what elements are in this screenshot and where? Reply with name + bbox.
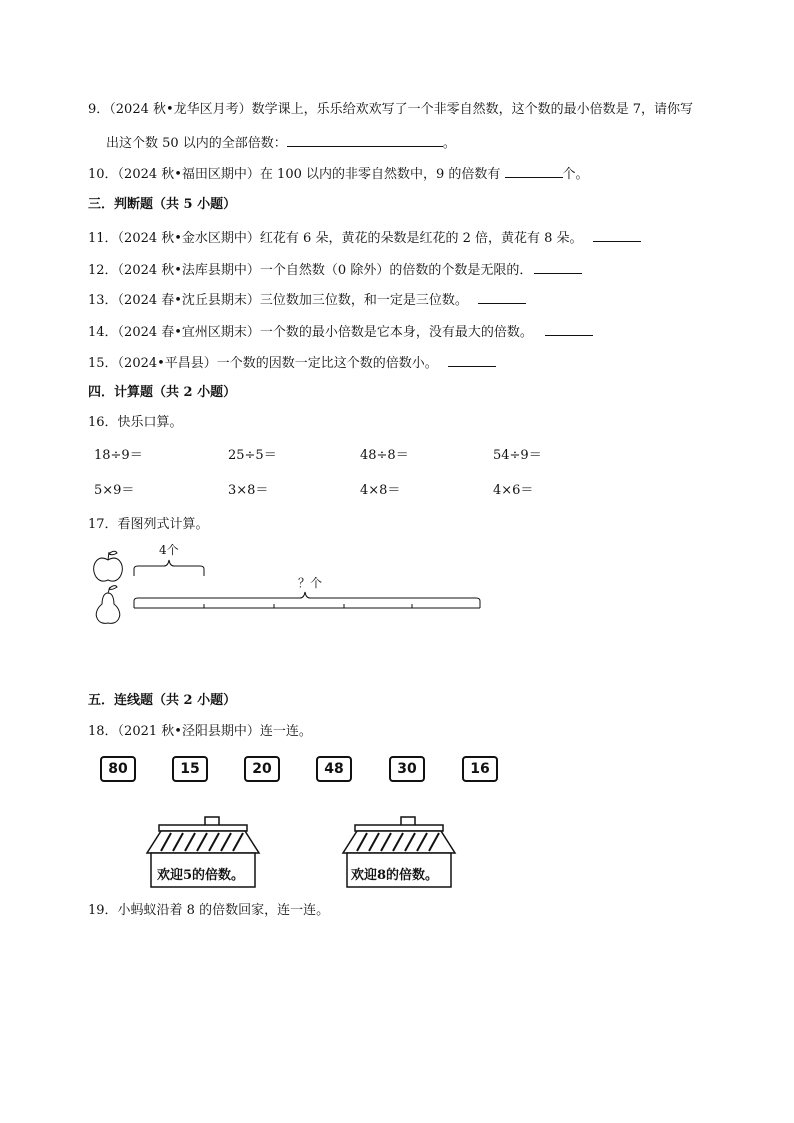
calc-item: 18÷9＝ [94,448,143,463]
section-4-heading: 四．计算题（共 2 小题） [88,385,237,400]
section-3-heading: 三．判断题（共 5 小题） [88,197,237,212]
calc-item: 3×8＝ [228,483,269,498]
question-9-line-1: 9．（2024 秋•龙华区月考）数学课上，乐乐给欢欢写了一个非零自然数，这个数的最小倍数是 7，请你写 [88,102,694,117]
answer-blank-q13[interactable] [478,290,526,304]
apple-brace [134,560,204,576]
question-13-text: 13．（2024 春•沈丘县期末）三位数加三位数，和一定是三位数。 [88,293,468,308]
calc-item: 54÷9＝ [493,448,542,463]
house-2-sign: 欢迎8的倍数。 [351,868,439,883]
question-18-title: 18．（2021 秋•泾阳县期中）连一连。 [88,724,312,739]
question-11-text: 11．（2024 秋•金水区期中）红花有 6 朵，黄花的朵数是红花的 2 倍，黄花有 8 朵。 [88,231,583,246]
question-10 [88,164,589,184]
question-9-end: 。 [442,136,456,151]
house-1-sign: 欢迎5的倍数。 [157,868,245,883]
question-17-title: 17．看图列式计算。 [88,517,209,532]
question-15-text: 15．（2024•平昌县）一个数的因数一定比这个数的倍数小。 [88,356,438,371]
calc-item: 4×8＝ [360,483,401,498]
question-10-prompt: 10．（2024 秋•福田区期中）在 100 以内的非零自然数中，9 的倍数有 [88,167,505,182]
number-card-48[interactable]: 48 [316,756,352,782]
question-10-end: 个。 [562,167,589,182]
pear-icon [96,586,120,624]
apple-count-label: 4个 [159,543,179,557]
question-15 [88,353,496,373]
number-card-30[interactable]: 30 [389,756,425,782]
calc-item: 25÷5＝ [228,448,277,463]
question-19: 19．小蚂蚁沿着 8 的倍数回家，连一连。 [88,903,330,918]
pear-brace [134,592,480,608]
answer-blank-q11[interactable] [593,228,641,242]
answer-blank-q12[interactable] [534,260,582,274]
calc-item: 5×9＝ [94,483,135,498]
answer-blank-q10[interactable] [505,164,563,178]
number-card-80[interactable]: 80 [100,756,136,782]
apple-icon [94,551,123,581]
question-12-text: 12．（2024 秋•法库县期中）一个自然数（0 除外）的倍数的个数是无限的． [88,263,533,278]
calc-item: 48÷8＝ [360,448,409,463]
question-11 [88,228,641,248]
number-card-15[interactable]: 15 [172,756,208,782]
calc-item: 4×6＝ [493,483,534,498]
section-5-heading: 五．连线题（共 2 小题） [88,693,237,708]
number-card-16[interactable]: 16 [462,756,498,782]
question-9-line-2 [106,133,456,153]
number-card-20[interactable]: 20 [244,756,280,782]
question-16-title: 16．快乐口算。 [88,415,183,430]
question-9-prompt: 出这个数 50 以内的全部倍数： [106,136,287,151]
question-14 [88,322,593,342]
pear-count-label: ？个 [298,576,323,590]
answer-blank-q9[interactable] [287,133,443,147]
question-14-text: 14．（2024 春•宜州区期末）一个数的最小倍数是它本身，没有最大的倍数。 [88,325,533,340]
answer-blank-q15[interactable] [448,353,496,367]
question-12 [88,260,582,280]
answer-blank-q14[interactable] [545,322,593,336]
question-13 [88,290,526,310]
